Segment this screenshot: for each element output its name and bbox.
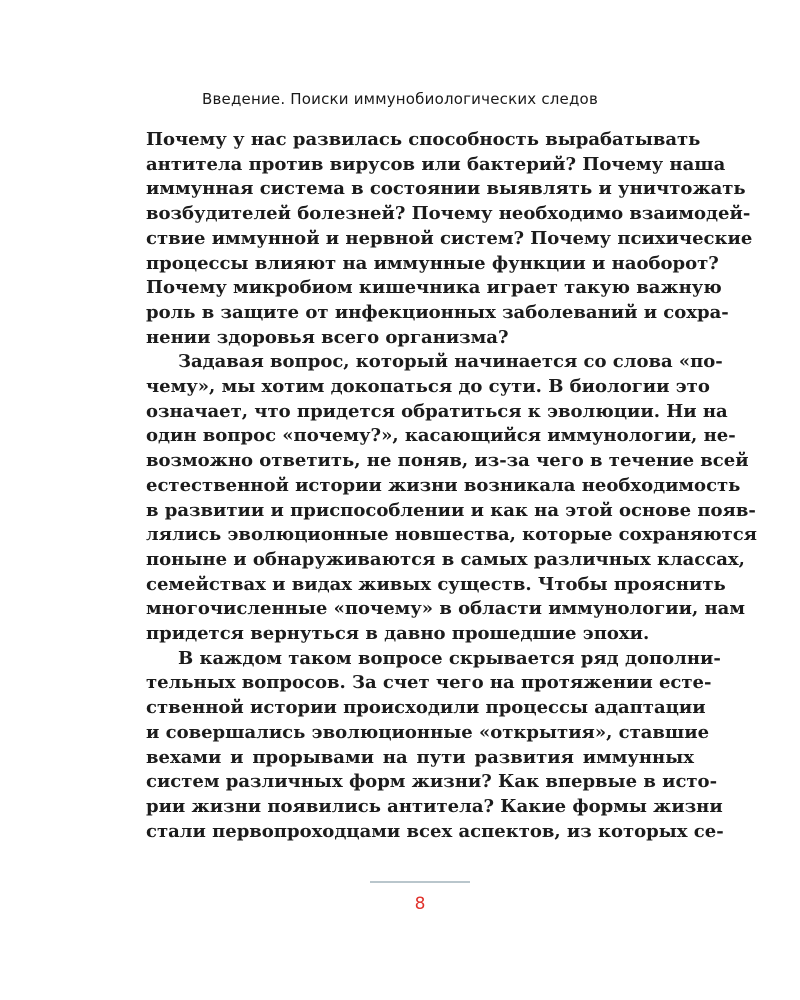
text-line: один вопрос «почему?», касающийся иммунологии, не-: [146, 425, 736, 447]
text-line: стали первопроходцами всех аспектов, из которых се-: [146, 820, 724, 842]
text-line: систем различных форм жизни? Как впервые в исто-: [146, 771, 718, 793]
text-line: Почему микробиом кишечника играет такую важную: [146, 277, 722, 299]
text-line: ствие иммунной и нервной систем? Почему психические: [146, 227, 753, 249]
text-line: означает, что придется обратиться к эволюции. Ни на: [146, 400, 728, 422]
text-line: многочисленные «почему» в области иммунологии, нам: [146, 598, 745, 620]
running-header: Введение. Поиски иммунобиологических следов: [202, 90, 598, 108]
text-line: и совершались эволюционные «открытия», ставшие: [146, 721, 710, 743]
text-line: ственной истории происходили процессы адаптации: [146, 697, 706, 719]
page-number: 8: [414, 894, 426, 914]
text-line: в развитии и приспособлении и как на этой основе появ-: [146, 499, 756, 521]
text-line: поныне и обнаруживаются в самых различных классах,: [146, 548, 745, 570]
text-line: тельных вопросов. За счет чего на протяжении есте-: [146, 672, 712, 694]
text-line: семействах и видах живых существ. Чтобы прояснить: [146, 573, 726, 595]
text-line: придется вернуться в давно прошедшие эпохи.: [146, 623, 650, 645]
body-text: [146, 128, 757, 844]
text-line: естественной истории жизни возникала необходимость: [146, 474, 741, 496]
text-line: возможно ответить, не поняв, из-за чего в течение всей: [146, 450, 749, 472]
text-line: нении здоровья всего организма?: [146, 326, 509, 348]
text-line: Почему у нас развилась способность вырабатывать: [146, 129, 701, 150]
text-line: процессы влияют на иммунные функции и наоборот?: [146, 252, 719, 274]
text-line: Задавая вопрос, который начинается со слова «по-: [178, 351, 723, 373]
text-line: лялись эволюционные новшества, которые сохраняются: [146, 524, 757, 546]
text-line: В каждом таком вопросе скрывается ряд дополни-: [178, 647, 721, 669]
footer-divider: [370, 881, 470, 883]
text-line: рии жизни появились антитела? Какие формы жизни: [146, 795, 723, 817]
text-line: вехами и прорывами на пути развития иммунных: [146, 746, 694, 768]
text-line: возбудителей болезней? Почему необходимо взаимодей-: [146, 203, 751, 225]
text-line: чему», мы хотим докопаться до сути. В биологии это: [146, 376, 710, 398]
text-line: роль в защите от инфекционных заболеваний и сохра-: [146, 301, 729, 323]
text-line: иммунная система в состоянии выявлять и уничтожать: [146, 178, 746, 200]
text-line: антитела против вирусов или бактерий? Почему наша: [146, 153, 726, 175]
